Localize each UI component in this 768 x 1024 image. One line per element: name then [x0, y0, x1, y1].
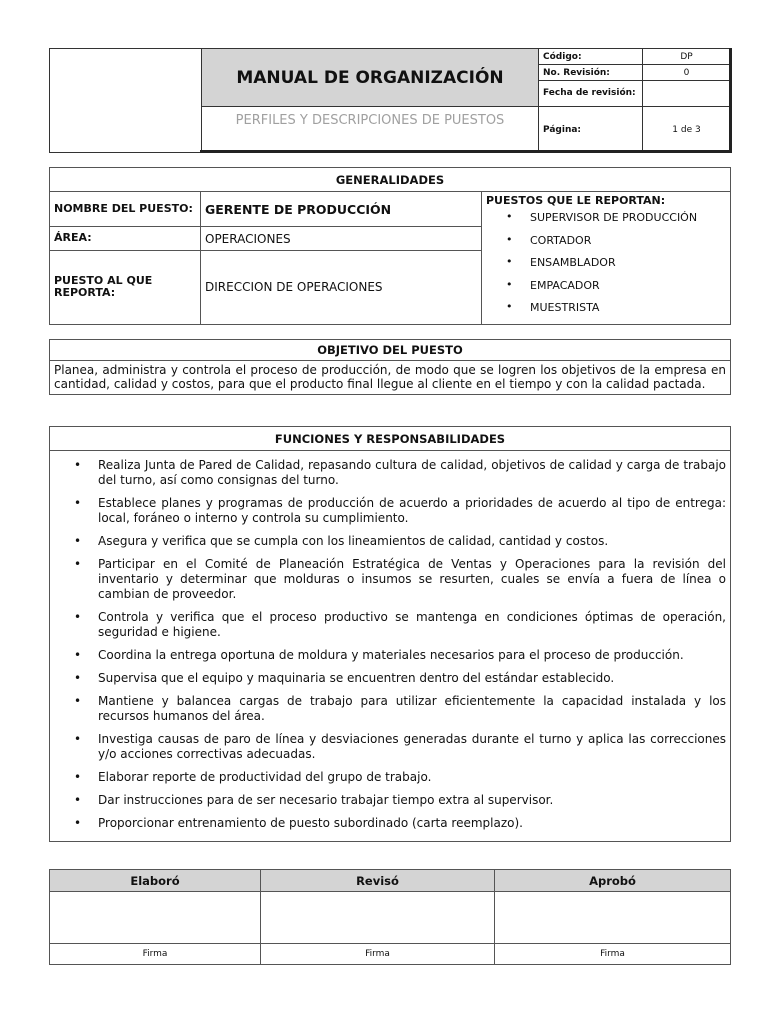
fecha-value: [643, 81, 731, 107]
reviso-firma-label: Firma: [261, 944, 495, 965]
manual-title: MANUAL DE ORGANIZACIÓN: [202, 49, 539, 107]
list-item: • Dar instrucciones para de ser necesario trabajar tiempo extra al supervisor.: [54, 793, 726, 808]
list-item: • MUESTRISTA: [486, 301, 726, 324]
logo-area: [50, 49, 202, 153]
nombre-puesto-label: NOMBRE DEL PUESTO:: [50, 192, 201, 227]
list-item: • SUPERVISOR DE PRODUCCIÓN: [486, 211, 726, 234]
list-item: • Elaborar reporte de productividad del grupo de trabajo.: [54, 770, 726, 785]
puestos-reportan-title: PUESTOS QUE LE REPORTAN:: [486, 194, 666, 207]
puestos-reportan-list: [486, 211, 726, 324]
funciones-heading: FUNCIONES Y RESPONSABILIDADES: [50, 427, 731, 451]
header-shadow-bottom: [200, 150, 732, 153]
objetivo-table: [49, 339, 731, 395]
list-item: • EMPACADOR: [486, 279, 726, 302]
list-item: • Controla y verifica que el proceso productivo se mantenga en condiciones óptimas de operación, seguridad e higiene.: [54, 610, 726, 640]
elaboro-signature-area: [50, 892, 261, 944]
revision-label: No. Revisión:: [539, 65, 643, 81]
header-shadow-right: [729, 48, 732, 152]
list-item: • Establece planes y programas de producción de acuerdo a prioridades de acuerdo al tipo de entrega: local, foráneo o interno y controla su cumplimiento.: [54, 496, 726, 526]
list-item: • Investiga causas de paro de línea y desviaciones generadas durante el turno y aplica las correcciones y/o acciones correctivas adecuadas.: [54, 732, 726, 762]
firmas-table: [49, 869, 731, 965]
objetivo-heading: OBJETIVO DEL PUESTO: [50, 340, 731, 361]
generalidades-table: [49, 167, 731, 325]
list-item: • Mantiene y balancea cargas de trabajo para utilizar eficientemente la capacidad instalada y los recursos humanos del área.: [54, 694, 726, 724]
list-item: • Supervisa que el equipo y maquinaria se encuentren dentro del estándar establecido.: [54, 671, 726, 686]
list-item: • Asegura y verifica que se cumpla con los lineamientos de calidad, cantidad y costos.: [54, 534, 726, 549]
elaboro-heading: Elaboró: [50, 870, 261, 892]
reviso-heading: Revisó: [261, 870, 495, 892]
codigo-label: Código:: [539, 49, 643, 65]
funciones-list: [54, 458, 726, 831]
elaboro-firma-label: Firma: [50, 944, 261, 965]
objetivo-text: Planea, administra y controla el proceso de producción, de modo que se logren los objetivos de la empresa en cantidad, calidad y costos, para que el producto final llegue al cliente en el tiempo y con la calidad pactada.: [50, 361, 731, 395]
document-header: [49, 48, 731, 153]
list-item: • CORTADOR: [486, 234, 726, 257]
manual-subtitle: PERFILES Y DESCRIPCIONES DE PUESTOS: [202, 107, 539, 153]
nombre-puesto-value: GERENTE DE PRODUCCIÓN: [201, 192, 482, 227]
area-value: OPERACIONES: [201, 227, 482, 251]
aprobo-signature-area: [495, 892, 731, 944]
list-item: • Proporcionar entrenamiento de puesto subordinado (carta reemplazo).: [54, 816, 726, 831]
list-item: • Realiza Junta de Pared de Calidad, repasando cultura de calidad, objetivos de calidad y carga de trabajo del turno, así como consignas del turno.: [54, 458, 726, 488]
revision-value: 0: [643, 65, 731, 81]
funciones-table: [49, 426, 731, 842]
pagina-value: 1 de 3: [643, 107, 731, 153]
funciones-cell: [50, 451, 731, 842]
pagina-label: Página:: [539, 107, 643, 153]
codigo-value: DP: [643, 49, 731, 65]
area-label: ÁREA:: [50, 227, 201, 251]
list-item: • ENSAMBLADOR: [486, 256, 726, 279]
puestos-reportan-cell: [482, 192, 731, 325]
aprobo-heading: Aprobó: [495, 870, 731, 892]
reporta-label: PUESTO AL QUE REPORTA:: [50, 251, 201, 324]
fecha-label: Fecha de revisión:: [539, 81, 643, 107]
list-item: • Coordina la entrega oportuna de moldura y materiales necesarios para el proceso de producción.: [54, 648, 726, 663]
generalidades-heading: GENERALIDADES: [50, 168, 731, 192]
aprobo-firma-label: Firma: [495, 944, 731, 965]
reviso-signature-area: [261, 892, 495, 944]
list-item: • Participar en el Comité de Planeación Estratégica de Ventas y Operaciones para la revisión del inventario y determinar que molduras o insumos se resurten, cuales se envía a fuera de línea o cambian de proveedor.: [54, 557, 726, 602]
reporta-value: DIRECCION DE OPERACIONES: [201, 251, 482, 324]
